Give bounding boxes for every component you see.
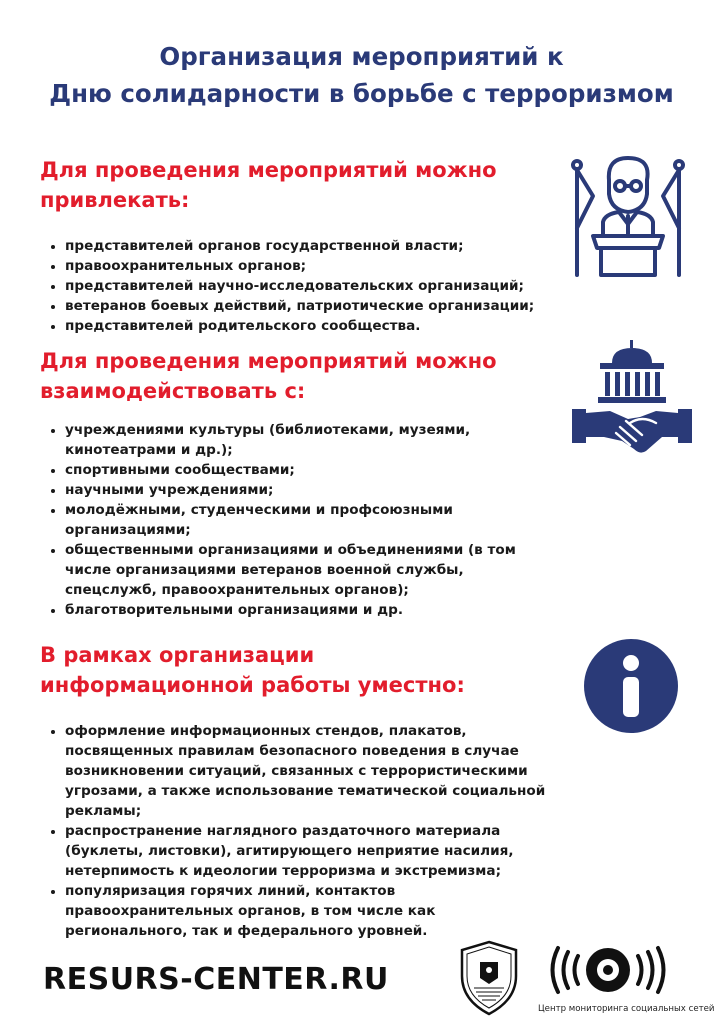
- page-title-line-2: Дню солидарности в борьбе с терроризмом: [49, 79, 674, 108]
- section-heading-info-work: [40, 640, 465, 700]
- list-item: • общественными организациями и объединениями (в том числе организациями ветеранов военной службы, спецслужб, правоохранительных органов);: [65, 540, 535, 600]
- list-item: • оформление информационных стендов, плакатов, посвященных правилам безопасного поведения в случае возникновении ситуаций, связанных с террористическими угрозами, а также использование тематической социальной рекламы;: [65, 721, 555, 821]
- page-title: [0, 38, 723, 112]
- list-item: • правоохранительных органов;: [65, 256, 585, 276]
- list-item: • учреждениями культуры (библиотеками, музеями, кинотеатрами и др.);: [65, 420, 535, 460]
- invite-list: [40, 236, 585, 336]
- list-item: • представителей органов государственной власти;: [65, 236, 585, 256]
- section-heading-invite-line-1: Для проведения мероприятий можно: [40, 158, 497, 182]
- list-item: • популяризация горячих линий, контактов правоохранительных органов, в том числе как регионального, так и федерального уровней.: [65, 881, 555, 941]
- section-heading-invite: [40, 155, 497, 215]
- section-heading-info-work-line-2: информационной работы уместно:: [40, 673, 465, 697]
- website-label: RESURS-CENTER.RU: [43, 962, 389, 997]
- list-item: • представителей родительского сообщества.: [65, 316, 585, 336]
- list-item: • благотворительными организациями и др.: [65, 600, 535, 620]
- info-icon: [583, 638, 679, 734]
- section-heading-info-work-line-1: В рамках организации: [40, 643, 315, 667]
- section-heading-cooperate-line-2: взаимодействовать с:: [40, 379, 306, 403]
- cooperate-list: [40, 420, 535, 620]
- list-item: • научными учреждениями;: [65, 480, 535, 500]
- section-heading-cooperate-line-1: Для проведения мероприятий можно: [40, 349, 497, 373]
- government-handshake-icon: [570, 337, 695, 463]
- list-item: • ветеранов боевых действий, патриотические организации;: [65, 296, 585, 316]
- section-heading-invite-line-2: привлекать:: [40, 188, 190, 212]
- page-title-line-1: Организация мероприятий к: [159, 42, 564, 71]
- monitoring-center-logo: [548, 942, 668, 1002]
- speaker-podium-icon: [565, 150, 691, 280]
- section-heading-cooperate: [40, 346, 497, 406]
- info-work-list: [40, 721, 555, 941]
- commission-shield-logo: [458, 940, 520, 1016]
- list-item: • распространение наглядного раздаточного материала (буклеты, листовки), агитирующего неприятие насилия, нетерпимость к идеологии терроризма и экстремизма;: [65, 821, 555, 881]
- list-item: • молодёжными, студенческими и профсоюзными организациями;: [65, 500, 535, 540]
- list-item: • представителей научно-исследовательских организаций;: [65, 276, 585, 296]
- list-item: • спортивными сообществами;: [65, 460, 535, 480]
- monitoring-center-caption: Центр мониторинга социальных сетей: [538, 1004, 715, 1014]
